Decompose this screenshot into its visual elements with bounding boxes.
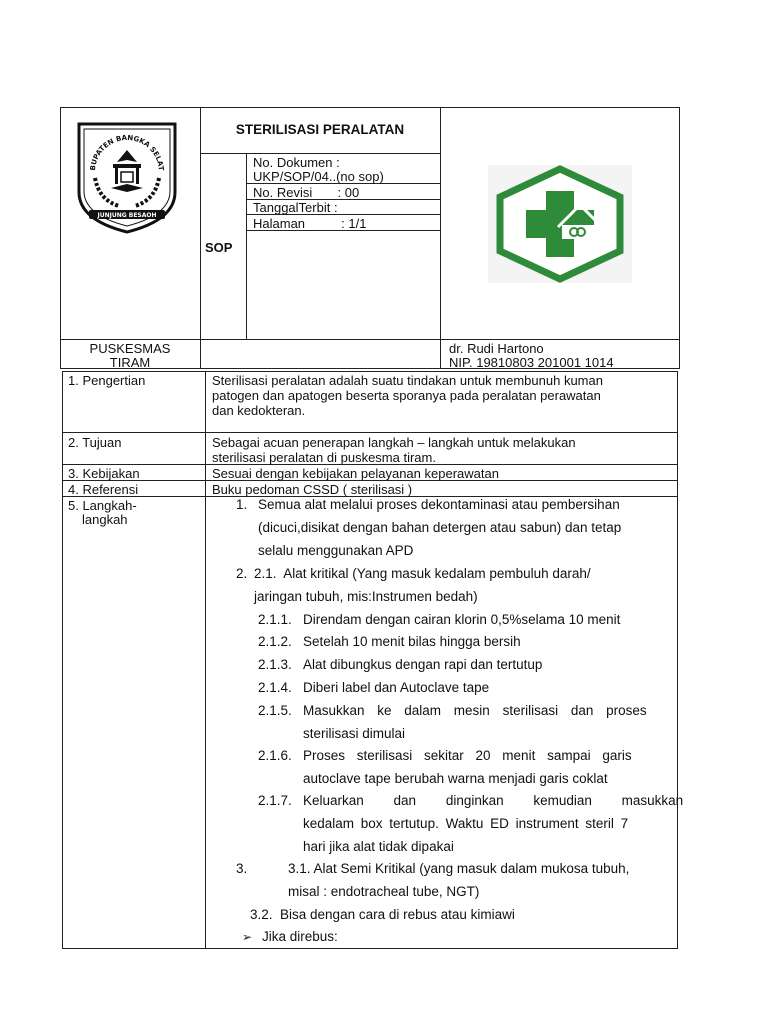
substep-number: 2.1.7.	[258, 793, 292, 808]
puskesmas-name-line2: TIRAM	[109, 355, 151, 370]
tujuan-line-1: Sebagai acuan penerapan langkah – langkah untuk melakukan	[212, 435, 576, 450]
header-title-rule	[200, 153, 440, 154]
label-langkah-1: 5. Langkah-	[68, 498, 137, 513]
header-divider-1	[200, 107, 201, 369]
row-rule-1	[62, 432, 678, 433]
tujuan-line-2: sterilisasi peralatan di puskesma tiram.	[212, 450, 436, 465]
substep-number: 2.1.1.	[258, 612, 292, 627]
step-1-number: 1.	[236, 497, 248, 512]
step-1-line-3: selalu menggunakan APD	[258, 543, 414, 558]
regency-emblem-logo	[75, 120, 179, 234]
substep-text: Keluarkan dan dinginkan kemudian masukkan	[303, 793, 684, 808]
arrow-bullet-icon: ➢	[242, 930, 253, 944]
substep-text: kedalam box tertutup. Waktu ED instrument steril 7	[303, 816, 629, 831]
step-3-line-2: misal : endotracheal tube, NGT)	[288, 884, 480, 899]
step-1-line-2: (dicuci,disikat dengan bahan detergen atau sabun) dan tetap	[258, 520, 622, 535]
label-langkah-2: langkah	[82, 512, 128, 527]
signer-name: dr. Rudi Hartono	[449, 341, 544, 356]
svg-text:KABUPATEN BANGKA SELATAN: BUPATEN BANGKA SELAT	[88, 133, 165, 171]
substep-text: Masukkan ke dalam mesin sterilisasi dan proses	[303, 703, 647, 718]
revision-number: No. Revisi : 00	[253, 185, 360, 200]
substep-text: Proses sterilisasi sekitar 20 menit sampai garis	[303, 748, 632, 763]
doc-number-label: No. Dokumen :	[253, 155, 340, 170]
referensi-text: Buku pedoman CSSD ( sterilisasi )	[212, 482, 413, 497]
puskesmas-logo	[488, 165, 632, 283]
page-number: Halaman : 1/1	[253, 216, 367, 231]
substep-text: sterilisasi dimulai	[303, 726, 406, 741]
puskesmas-name-line1: PUSKESMAS	[89, 341, 171, 356]
document-title: STERILISASI PERALATAN	[235, 122, 405, 137]
label-kebijakan: 3. Kebijakan	[68, 466, 140, 481]
step-2-line-2: jaringan tubuh, mis:Instrumen bedah)	[254, 589, 478, 604]
header-bottom-rule	[60, 339, 680, 340]
substep-text: hari jika alat tidak dipakai	[303, 839, 454, 854]
step-2-number: 2.	[236, 566, 248, 581]
svg-text:JUNJUNG BESAOH: JUNJUNG BESAOH	[97, 212, 157, 219]
substep-number: 2.1.3.	[258, 657, 292, 672]
bullet-text: Jika direbus:	[262, 929, 338, 944]
label-referensi: 4. Referensi	[68, 482, 139, 497]
step-3-number: 3.	[236, 861, 248, 876]
pengertian-line-3: dan kedokteran.	[212, 403, 306, 418]
step-2-line-1: 2.1. Alat kritikal (Yang masuk kedalam pembuluh darah/	[254, 566, 591, 581]
header-divider-sop	[246, 153, 247, 339]
substep-text: Direndam dengan cairan klorin 0,5%selama 10 menit	[303, 612, 621, 627]
sop-label: SOP	[205, 240, 233, 255]
substep-number: 2.1.6.	[258, 748, 292, 763]
substep-text: Setelah 10 menit bilas hingga bersih	[303, 634, 521, 649]
substep-text: autoclave tape berubah warna menjadi garis coklat	[303, 771, 608, 786]
header-divider-2	[440, 107, 441, 369]
substep-text: Alat dibungkus dengan rapi dan tertutup	[303, 657, 543, 672]
publish-date: TanggalTerbit :	[253, 200, 338, 215]
doc-number-value: UKP/SOP/04..(no sop)	[253, 169, 384, 184]
kebijakan-text: Sesuai dengan kebijakan pelayanan keperawatan	[212, 466, 499, 481]
label-pengertian: 1. Pengertian	[68, 373, 146, 388]
substep-text: Diberi label dan Autoclave tape	[303, 680, 490, 695]
pengertian-line-2: patogen dan apatogen beserta sporanya pada peralatan perawatan	[212, 388, 601, 403]
pengertian-line-1: Sterilisasi peralatan adalah suatu tindakan untuk membunuh kuman	[212, 373, 603, 388]
body-divider	[205, 371, 206, 949]
substep-number: 2.1.4.	[258, 680, 292, 695]
substep-number: 2.1.2.	[258, 634, 292, 649]
substep-number: 2.1.5.	[258, 703, 292, 718]
label-tujuan: 2. Tujuan	[68, 435, 122, 450]
step-3-2: 3.2. Bisa dengan cara di rebus atau kimiawi	[250, 907, 515, 922]
signer-nip: NIP. 19810803 201001 1014	[449, 355, 614, 370]
step-1-line-1: Semua alat melalui proses dekontaminasi atau pembersihan	[258, 497, 620, 512]
step-3-line-1: 3.1. Alat Semi Kritikal (yang masuk dalam mukosa tubuh,	[288, 861, 630, 876]
